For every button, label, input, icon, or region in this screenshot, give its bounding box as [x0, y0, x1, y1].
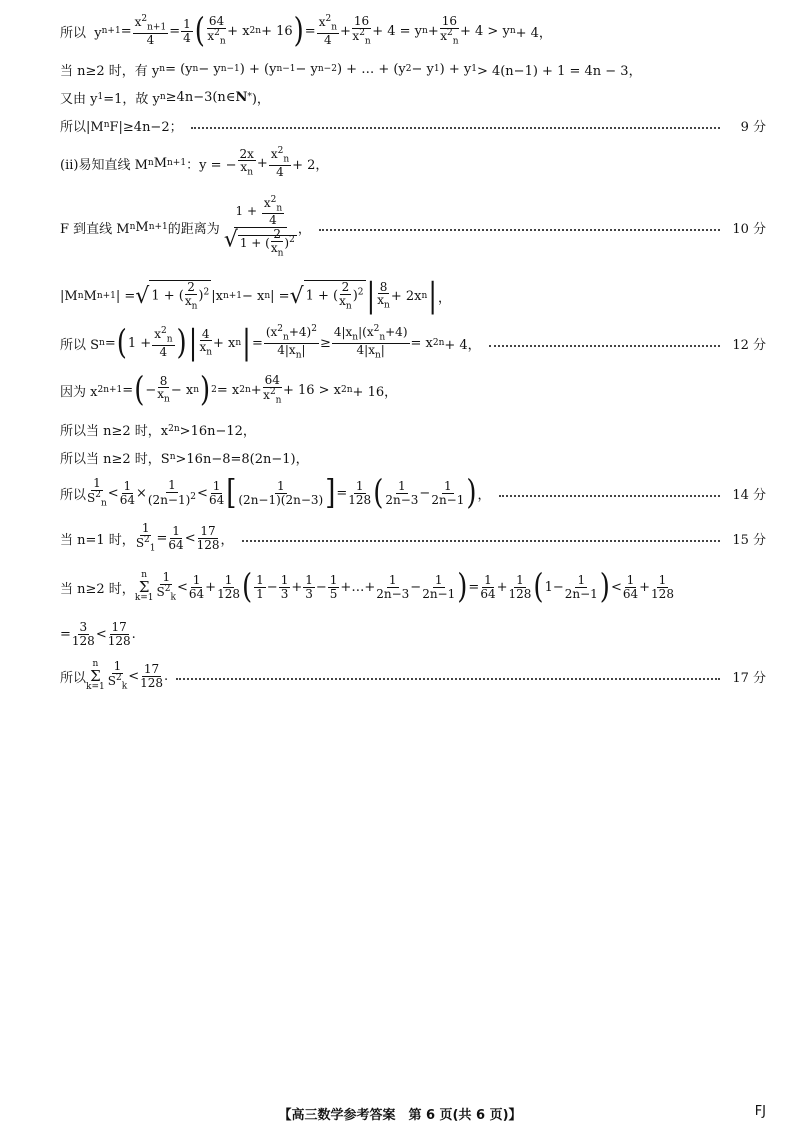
score-17: 17 分	[732, 670, 766, 686]
solution-line-2: 当 n≥2 时，有 y n = (y n − y n−1 ) + (y n−1 − y n−2 ) + … + (y 2 − y 1 ) + y 1 > 4(n−1) + 1 = 4n − 3，	[60, 61, 642, 79]
solution-line-3: 又由 y 1 =1，故 y n ≥4n−3(n∈ N * )，	[60, 89, 270, 107]
score-12: 12 分	[732, 337, 766, 353]
solution-line-5: (ii)易知直线 M n M n+1 ：y = − $\frac{2x}{x_n}$ + $\frac{x^2_n}{4}$ + 2，	[60, 146, 329, 180]
solution-line-15: = $\frac{3}{128}$ < $\frac{17}{128}$ .	[60, 619, 136, 648]
score-9: 9 分	[740, 119, 766, 135]
solution-line-13: 当 n=1 时， $\frac{1}{S^2_1}$ = $\frac{1}{64}$ < $\frac{17}{128}$ ， 15 分	[60, 521, 766, 554]
solution-line-8: 所以 S n = ( 1 + $\frac{x^2_n}{4}$ ) | $\frac{4}{x_n}$ + x n | = $\frac{(x^2_n+4)^2}{4|x_n|}$ ≥ $\frac{4|x_n|(x^2_n+4)}{4|x_n|}$ = x 2 n + 4， 12 分	[60, 323, 766, 363]
solution-line-11: 所以当 n≥2 时，S n >16n−8=8(2n−1)，	[60, 451, 309, 467]
page-footer	[0, 1104, 800, 1126]
solution-line-14: 当 n≥2 时， n Σ k=1 $\frac{1}{S^2_k}$ < $\frac{1}{64}$ + $\frac{1}{128}$ ( $\frac{1}{1}$ − $\frac{1}{3}$ + $\frac{1}{3}$ − $\frac{1}{5}$ +…+ $\frac{1}{2n-3}$ − $\frac{1}{2n-1}$ ) = $\frac{1}{64}$ + $\frac{1}{128}$ ( 1− $\frac{1}{2n-1}$ ) < $\frac{1}{64}$ + $\frac{1}{128}$	[60, 567, 674, 607]
solution-line-10: 所以当 n≥2 时，x 2 n >16n−12，	[60, 423, 256, 439]
footer-code: FJ	[754, 1104, 766, 1119]
score-10: 10 分	[732, 221, 766, 237]
solution-line-4: 所以|M n F|≥4n−2； 9 分	[60, 114, 766, 136]
score-14: 14 分	[732, 487, 766, 503]
score-15: 15 分	[732, 532, 766, 548]
solution-line-7: |M n M n+1 | = √ 1 + ( $\frac{2}{x_n}$ )$^2$ |x n+1 − x n | = √ 1 + ( $\frac{2}{x_n}$ )$^2$ | $\frac{8}{x_n}$ + 2x n | ，	[60, 276, 452, 316]
solution-line-1: 所以 y n+1 = $\frac{x^2_{n+1}}{4}$ = $\frac{1}{4}$ ( $\frac{64}{x^2_n}$ + x 2 n + 16 ) = $\frac{x^2_n}{4}$ + $\frac{16}{x^2_n}$ + 4 = y n + $\frac{16}{x^2_n}$ + 4 > y n + 4，	[60, 11, 552, 51]
solution-line-12: 所以 $\frac{1}{S^2_n}$ < $\frac{1}{64}$ × $\frac{1}{(2n-1)^2}$ < $\frac{1}{64}$ [ $\frac{1}{(2n-1)(2n-3)}$ ] = $\frac{1}{128}$ ( $\frac{1}{2n-3}$ − $\frac{1}{2n-1}$ ) ， 14 分	[60, 473, 766, 513]
solution-line-6: F 到直线 M n M n+1 的距离为 1 + $\frac{x^2_n}{4}$ √ 1 + ( $\frac{2}{x_n}$ )$^2$ ， 10 分	[60, 194, 766, 258]
solution-line-16: 所以 n Σ k=1 $\frac{1}{S^2_k}$ < $\frac{17}{128}$ . 17 分	[60, 659, 766, 693]
solution-line-9: 因为 x 2 n+1 = ( − $\frac{8}{x_n}$ − x n ) 2 = x 2 n + $\frac{64}{x^2_n}$ + 16 > x 2 n + 16，	[60, 370, 398, 410]
footer-title: 【高三数学参考答案 第 6 页(共 6 页)】	[278, 1108, 522, 1123]
